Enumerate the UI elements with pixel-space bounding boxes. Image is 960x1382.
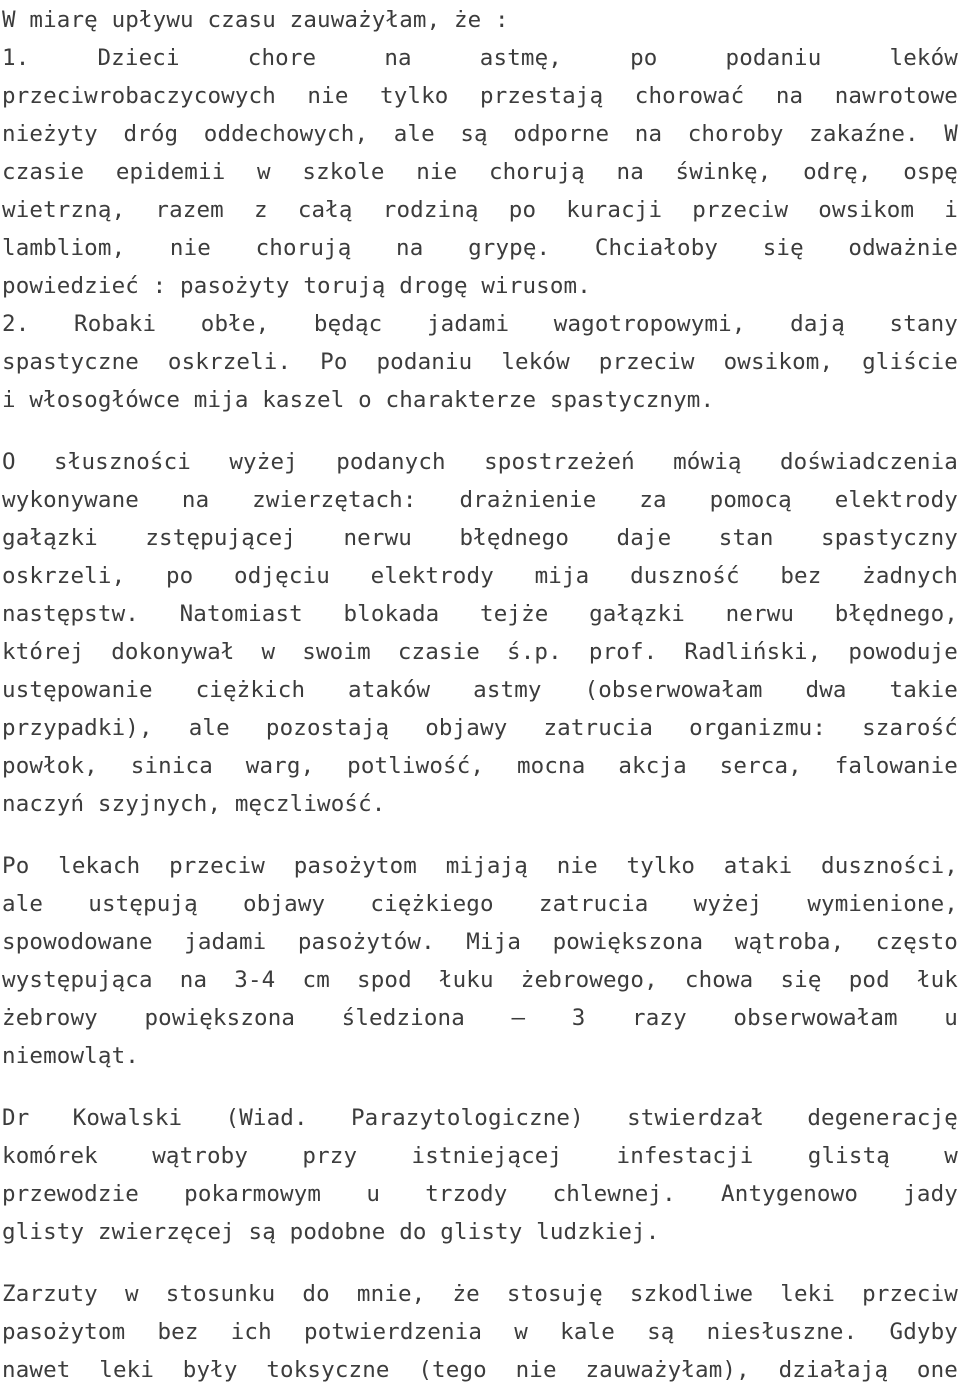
- text-line: Po lekach przeciw pasożytom mijają nie tylko ataki duszności,: [2, 853, 958, 879]
- text-line: nawet leki były toksyczne (tego nie zauważyłam), działają one: [2, 1357, 958, 1382]
- text-line: czasie epidemii w szkole nie chorują na świnkę, odrę, ospę: [2, 159, 958, 185]
- text-line: wietrzną, razem z całą rodziną po kuracji przeciw owsikom i: [2, 197, 958, 223]
- text-line: przypadki), ale pozostają objawy zatrucia organizmu: szarość: [2, 715, 958, 741]
- text-line: żebrowy powiększona śledziona – 3 razy obserwowałam u: [2, 1005, 958, 1031]
- text-line: pasożytom bez ich potwierdzenia w kale są niesłuszne. Gdyby: [2, 1319, 958, 1345]
- text-line: występująca na 3-4 cm spod łuku żebrowego, chowa się pod łuk: [2, 967, 958, 993]
- text-line: powłok, sinica warg, potliwość, mocna akcja serca, falowanie: [2, 753, 958, 779]
- text-line: 2. Robaki obłe, będąc jadami wagotropowymi, dają stany: [2, 311, 958, 337]
- text-line: Dr Kowalski (Wiad. Parazytologiczne) stwierdzał degenerację: [2, 1105, 958, 1131]
- text-line: glisty zwierzęcej są podobne do glisty ludzkiej.: [2, 1219, 660, 1245]
- text-line: O słuszności wyżej podanych spostrzeżeń mówią doświadczenia: [2, 449, 958, 475]
- text-line: ustępowanie ciężkich ataków astmy (obserwowałam dwa takie: [2, 677, 958, 703]
- text-line: Zarzuty w stosunku do mnie, że stosuję szkodliwe leki przeciw: [2, 1281, 958, 1307]
- text-line: przewodzie pokarmowym u trzody chlewnej. Antygenowo jady: [2, 1181, 958, 1207]
- text-line: W miarę upływu czasu zauważyłam, że :: [2, 7, 509, 33]
- text-line: następstw. Natomiast blokada tejże gałązki nerwu błędnego,: [2, 601, 958, 627]
- text-line: gałązki zstępującej nerwu błędnego daje stan spastyczny: [2, 525, 958, 551]
- text-line: 1. Dzieci chore na astmę, po podaniu leków: [2, 45, 958, 71]
- text-line: niemowląt.: [2, 1043, 139, 1069]
- text-line: nieżyty dróg oddechowych, ale są odporne na choroby zakaźne. W: [2, 121, 958, 147]
- text-line: której dokonywał w swoim czasie ś.p. prof. Radliński, powoduje: [2, 639, 958, 665]
- text-line: spowodowane jadami pasożytów. Mija powiększona wątroba, często: [2, 929, 958, 955]
- text-line: lambliom, nie chorują na grypę. Chciałoby się odważnie: [2, 235, 958, 261]
- text-line: naczyń szyjnych, męczliwość.: [2, 791, 386, 817]
- text-line: oskrzeli, po odjęciu elektrody mija duszność bez żadnych: [2, 563, 958, 589]
- text-line: przeciwrobaczycowych nie tylko przestają chorować na nawrotowe: [2, 83, 958, 109]
- text-line: i włosogłówce mija kaszel o charakterze spastycznym.: [2, 387, 715, 413]
- text-line: wykonywane na zwierzętach: drażnienie za pomocą elektrody: [2, 487, 958, 513]
- text-line: komórek wątroby przy istniejącej infestacji glistą w: [2, 1143, 958, 1169]
- text-line: spastyczne oskrzeli. Po podaniu leków przeciw owsikom, gliście: [2, 349, 958, 375]
- text-line: powiedzieć : pasożyty torują drogę wirusom.: [2, 273, 591, 299]
- text-line: ale ustępują objawy ciężkiego zatrucia wyżej wymienione,: [2, 891, 958, 917]
